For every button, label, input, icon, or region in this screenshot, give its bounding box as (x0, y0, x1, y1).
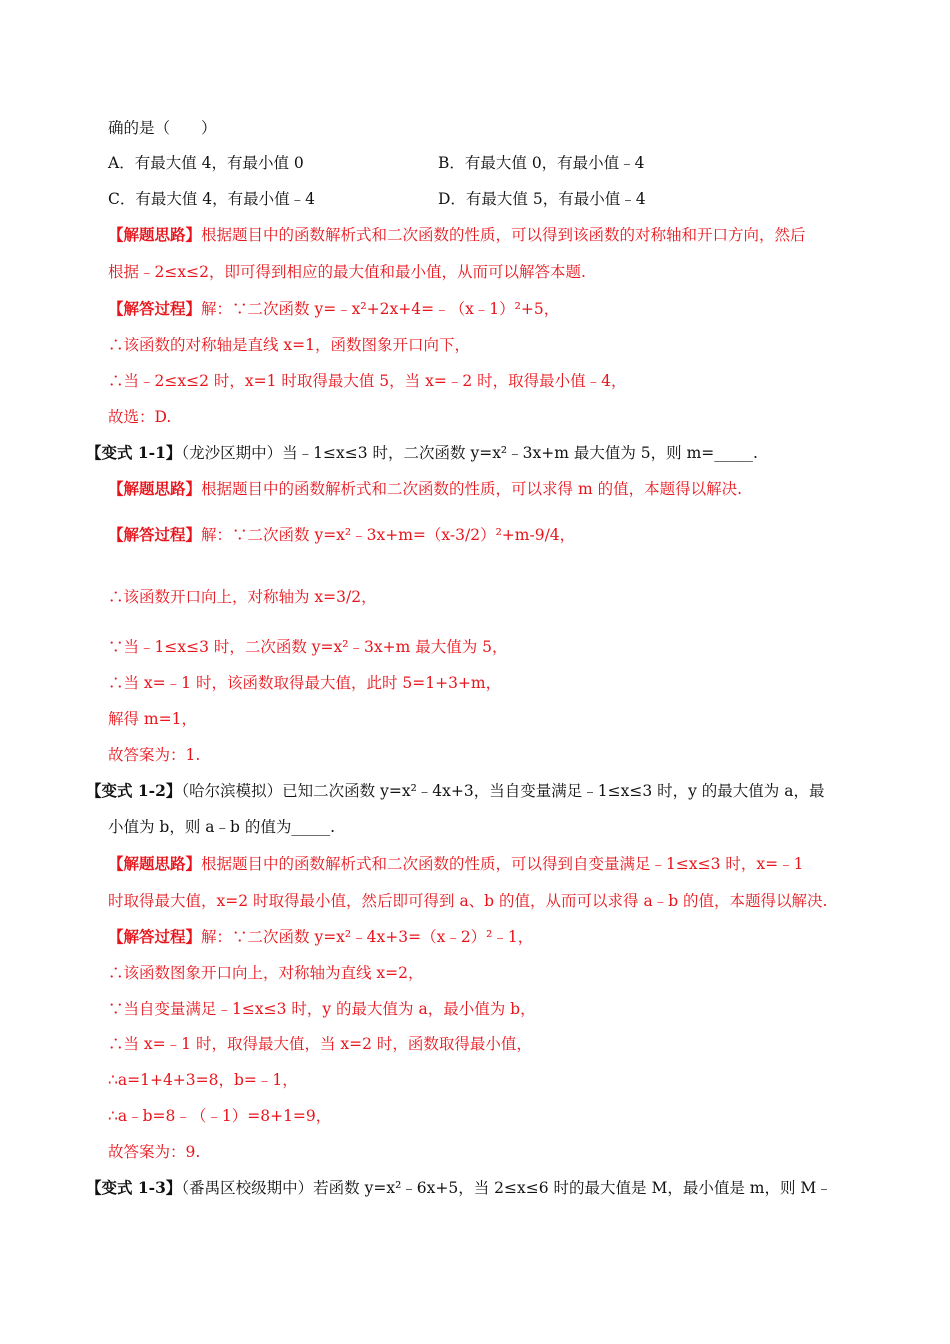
v12-idea-line2: 时取得最大值，x=2 时取得最小值，然后即可得到 a、b 的值，从而可以求得 a﹣b 的值，本题得以解决. (108, 892, 828, 910)
v11-proc-line6: 故答案为：1. (108, 746, 201, 764)
v12-proc-line1: 【解答过程】解：∵二次函数 y=x²﹣4x+3=（x﹣2）²﹣1， (108, 927, 534, 946)
option-b: B．有最大值 0，有最小值﹣4 (438, 154, 645, 172)
v11-proc-line4: ∴当 x=﹣1 时，该函数取得最大值，此时 5=1+3+m， (108, 674, 502, 692)
q1-stem-tail: 确的是（ ） (108, 119, 217, 137)
v12-stem-line1: 【变式 1-2】（哈尔滨模拟）已知二次函数 y=x²﹣4x+3，当自变量满足﹣1≤x≤3 时，y 的最大值为 a，最 (86, 781, 825, 800)
v11-proc-line2: ∴该函数开口向上，对称轴为 x=3/2， (108, 588, 377, 606)
q1-proc-line4: 故选：D. (108, 408, 172, 426)
q1-proc-line3: ∴当﹣2≤x≤2 时，x=1 时取得最大值 5，当 x=﹣2 时，取得最小值﹣4， (108, 372, 627, 390)
v12-proc-line5: ∴a=1+4+3=8，b=﹣1， (108, 1071, 298, 1089)
v11-proc-line5: 解得 m=1， (108, 710, 197, 728)
option-a: A．有最大值 4，有最小值 0 (108, 154, 304, 172)
q1-idea-line2: 根据﹣2≤x≤2，即可得到相应的最大值和最小值，从而可以解答本题. (108, 263, 586, 281)
v12-proc-line7: 故答案为：9. (108, 1143, 201, 1161)
v11-stem: 【变式 1-1】（龙沙区期中）当﹣1≤x≤3 时，二次函数 y=x²﹣3x+m 最大值为 5，则 m=_____. (86, 443, 758, 462)
q1-proc-line1: 【解答过程】解：∵二次函数 y=﹣x²+2x+4=﹣（x﹣1）²+5， (108, 299, 560, 318)
v11-proc-line3: ∵当﹣1≤x≤3 时，二次函数 y=x²﹣3x+m 最大值为 5， (108, 638, 508, 656)
variant-tag: 【变式 1-2】 (86, 781, 182, 800)
v11-idea: 【解题思路】根据题目中的函数解析式和二次函数的性质，可以求得 m 的值，本题得以解决. (108, 479, 742, 498)
v12-proc-line3: ∵当自变量满足﹣1≤x≤3 时，y 的最大值为 a，最小值为 b， (108, 1000, 536, 1018)
variant-tag: 【变式 1-3】 (86, 1178, 182, 1197)
v12-proc-line6: ∴a﹣b=8﹣（﹣1）=8+1=9， (108, 1107, 332, 1125)
option-d: D．有最大值 5，有最小值﹣4 (438, 190, 646, 208)
v12-proc-line4: ∴当 x=﹣1 时，取得最大值，当 x=2 时，函数取得最小值， (108, 1035, 532, 1053)
idea-tag: 【解题思路】 (108, 225, 202, 244)
q1-idea-line1: 【解题思路】根据题目中的函数解析式和二次函数的性质，可以得到该函数的对称轴和开口方向，然后 (108, 225, 806, 244)
proc-tag: 【解答过程】 (108, 299, 202, 318)
option-c: C．有最大值 4，有最小值﹣4 (108, 190, 316, 208)
v12-proc-line2: ∴该函数图象开口向上，对称轴为直线 x=2， (108, 964, 424, 982)
v11-proc-line1: 【解答过程】解：∵二次函数 y=x²﹣3x+m=（x-3/2）²+m-9/4， (108, 525, 576, 544)
variant-tag: 【变式 1-1】 (86, 443, 182, 462)
v12-stem-line2: 小值为 b，则 a﹣b 的值为_____. (108, 818, 336, 836)
v13-stem: 【变式 1-3】（番禺区校级期中）若函数 y=x²﹣6x+5，当 2≤x≤6 时的最大值是 M，最小值是 m，则 M﹣ (86, 1178, 832, 1197)
q1-proc-line2: ∴该函数的对称轴是直线 x=1，函数图象开口向下， (108, 336, 471, 354)
v12-idea-line1: 【解题思路】根据题目中的函数解析式和二次函数的性质，可以得到自变量满足﹣1≤x≤3 时，x=﹣1 (108, 854, 804, 873)
